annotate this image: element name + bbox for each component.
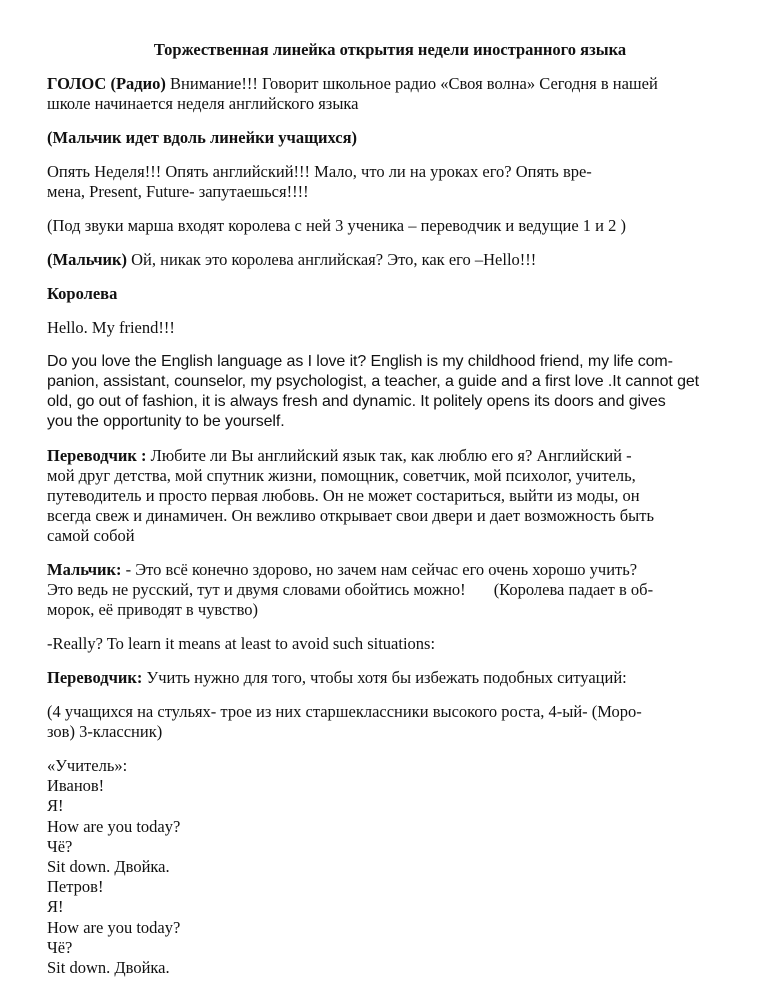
dialog-line: Чё? [47,937,73,957]
paragraph-text: you the opportunity to be yourself. [47,413,285,430]
paragraph-radio [47,74,733,114]
paragraph-queen-speech [47,352,733,432]
paragraph-boy-monologue [47,162,733,202]
paragraph-text: Do you love the English language as I love it? English is my childhood friend, my life com- [47,353,673,370]
dialog-line: Чё? [47,836,73,856]
speaker-label: (Мальчик) [47,250,128,269]
dialog-line: Я! [47,897,64,917]
paragraph-text: Любите ли Вы английский язык так, как люблю его я? Английский - [146,446,632,465]
document-title: Торжественная линейка открытия недели иностранного языка [153,40,627,59]
paragraph-text: Внимание!!! Говорит школьное радио «Своя волна» Сегодня в нашей [165,74,658,93]
paragraph-translator-2 [47,668,733,688]
dialog-line: Иванов! [47,776,105,796]
dialog-line: How are you today? [47,917,181,937]
paragraph-text: Ой, никак это королева английская? Это, как его –Hello!!! [127,250,537,269]
paragraph-text: морок, её приводят в чувство) [47,600,259,619]
paragraph-text: путеводитель и просто первая любовь. Он не может состариться, выйти из моды, он [47,486,640,505]
stage-direction-boy-walks [47,128,733,148]
paragraph-text: мой друг детства, мой спутник жизни, помощник, советчик, мой психолог, учитель, [47,466,636,485]
paragraph-text: Это ведь не русский, тут и двумя словами обойтись можно! [47,580,466,599]
dialog-line: Я! [47,796,64,816]
paragraph-queen-greeting: Hello. My friend!!! [47,318,175,337]
paragraph-text: old, go out of fashion, it is always fresh and dynamic. It politely opens its doors and gives [47,393,666,410]
dialog-line: How are you today? [47,816,181,836]
stage-direction-text: (Мальчик идет вдоль линейки учащихся) [47,128,358,147]
paragraph-text: самой собой [47,526,135,545]
document-page [47,40,733,978]
dialog-line: Петров! [47,877,104,897]
paragraph-translator [47,446,733,546]
paragraph-text: (Королева падает в об- [493,580,654,599]
paragraph-text: зов) 3-классник) [47,722,163,741]
paragraph-text: - Это всё конечно здорово, но зачем нам сейчас его очень хорошо учить? [121,560,638,579]
speaker-label: Мальчик: [47,560,122,579]
paragraph-text: всегда свеж и динамичен. Он вежливо открывает свои двери и дает возможность быть [47,506,655,525]
stage-direction-queen-enters: (Под звуки марша входят королева с ней 3 ученика – переводчик и ведущие 1 и 2 ) [47,216,627,235]
paragraph-text: panion, assistant, counselor, my psychologist, a teacher, a guide and a first love .It cannot get [47,373,700,390]
dialog-line: Sit down. Двойка. [47,958,170,978]
speaker-queen-heading [47,284,733,304]
dialog-line: Sit down. Двойка. [47,857,170,877]
paragraph-text: школе начинается неделя английского языка [47,94,359,113]
paragraph-really: -Really? To learn it means at least to avoid such situations: [47,634,436,653]
speaker-label: Королева [47,284,118,303]
paragraph-boy-question [47,560,733,620]
dialog-block [47,756,733,978]
paragraph-text: мена, Present, Future- запутаешься!!!! [47,182,309,201]
dialog-line: «Учитель»: [47,756,128,775]
paragraph-text: (4 учащихся на стульях- трое из них старшеклассники высокого роста, 4-ый- (Моро- [47,702,642,721]
paragraph-text: Учить нужно для того, чтобы хотя бы избежать подобных ситуаций: [142,668,627,687]
paragraph-boy-hello [47,250,733,270]
speaker-label: Переводчик : [47,446,147,465]
paragraph-text: Опять Неделя!!! Опять английский!!! Мало, что ли на уроках его? Опять вре- [47,162,592,181]
speaker-label: Переводчик: [47,668,143,687]
speaker-label: ГОЛОС (Радио) [47,74,166,93]
stage-direction-students [47,702,733,742]
